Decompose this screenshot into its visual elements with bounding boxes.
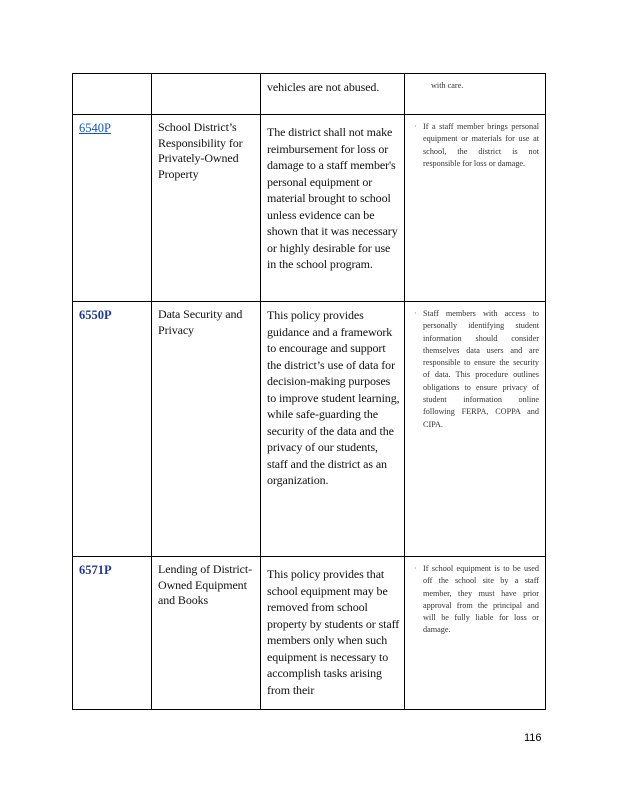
- page-number: 116: [524, 732, 542, 744]
- policy-note-cell: [405, 557, 546, 710]
- policy-title-cell: [152, 557, 261, 710]
- policy-title: Lending of District-Owned Equipment and Books: [158, 562, 252, 607]
- policy-code-cell: [73, 115, 152, 302]
- policy-description: This policy provides guidance and a framework to encourage and support the district’s use of data for decision-making purposes to improve student learning, while safe-guarding the security of the data and the privacy of our students, staff and the district as an organization.: [267, 308, 400, 487]
- policy-description-cell: [261, 557, 405, 710]
- policy-title-cell: [152, 302, 261, 557]
- policy-code-cell: [73, 74, 152, 115]
- policy-title: School District’s Responsibility for Privately-Owned Property: [158, 120, 243, 181]
- policy-table: [72, 73, 546, 710]
- policy-code: 6571P: [79, 563, 112, 577]
- policy-note: Staff members with access to personally identifying student information should consider themselves data users and are responsible to ensure the security of data. This procedure outlines obligations to ensure privacy of student information online following FERPA, COPPA and CIPA.: [423, 309, 539, 429]
- policy-title-cell: [152, 74, 261, 115]
- bullet-icon: ·: [414, 564, 417, 573]
- policy-title-cell: [152, 115, 261, 302]
- policy-title: Data Security and Privacy: [158, 307, 243, 337]
- policy-code-cell: [73, 557, 152, 710]
- table-row: [73, 74, 546, 115]
- bullet-icon: ·: [414, 122, 417, 131]
- policy-description-cell: [261, 74, 405, 115]
- policy-description-cell: [261, 115, 405, 302]
- table-row: [73, 302, 546, 557]
- policy-description: vehicles are not abused.: [267, 80, 380, 94]
- policy-note: If school equipment is to be used off the school site by a staff member, they must have prior approval from the principal and will be fully liable for loss or damage.: [423, 564, 539, 635]
- policy-description: This policy provides that school equipment may be removed from school property by students or staff members only when such equipment is necessary to accomplish tasks arising from their: [267, 567, 400, 697]
- policy-title: [152, 74, 260, 79]
- policy-code-link[interactable]: 6540P: [79, 121, 111, 135]
- policy-code: 6550P: [79, 308, 112, 322]
- policy-description-cell: [261, 302, 405, 557]
- table-row: [73, 557, 546, 710]
- policy-note: with care.: [431, 81, 464, 90]
- policy-note-cell: [405, 74, 546, 115]
- policy-note-cell: [405, 302, 546, 557]
- policy-note: If a staff member brings personal equipment or materials for use at school, the district is not responsible for loss or damage.: [423, 122, 539, 168]
- table-row: [73, 115, 546, 302]
- policy-note-cell: [405, 115, 546, 302]
- policy-code-cell: [73, 302, 152, 557]
- bullet-icon: ·: [414, 309, 417, 318]
- policy-description: The district shall not make reimbursement for loss or damage to a staff member's personal equipment or material brought to school unless evidence can be shown that it was necessary or highly desirable for use in the school program.: [267, 125, 398, 271]
